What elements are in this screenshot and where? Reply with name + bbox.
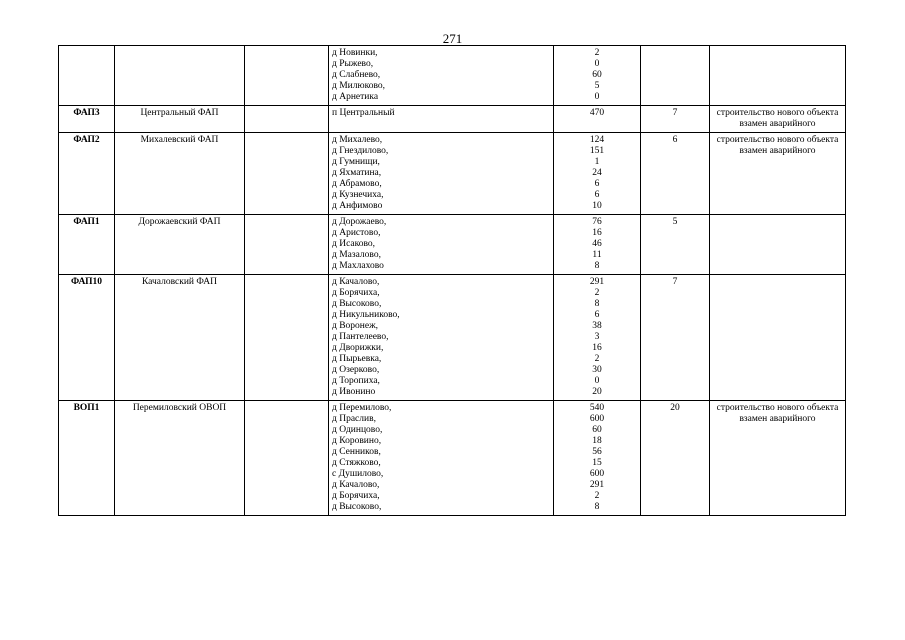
staff-count: 5 bbox=[641, 215, 710, 275]
population-cell bbox=[554, 401, 641, 516]
population-value: 600 bbox=[589, 414, 605, 424]
population-value: 600 bbox=[589, 469, 605, 479]
settlements-cell bbox=[329, 106, 554, 133]
settlement-name: д Гнездилово, bbox=[332, 146, 389, 156]
population-value: 10 bbox=[592, 201, 602, 211]
population-value: 6 bbox=[594, 179, 600, 189]
settlement-name: д Никульниково, bbox=[332, 310, 400, 320]
population-value: 291 bbox=[589, 480, 605, 490]
staff-count: 6 bbox=[641, 133, 710, 215]
table-row bbox=[59, 215, 846, 275]
staff-count: 20 bbox=[641, 401, 710, 516]
settlement-name: д Яхматина, bbox=[332, 168, 382, 178]
facility-note: строительство нового объекта взамен аварийного bbox=[710, 401, 846, 516]
facility-note bbox=[710, 275, 846, 401]
staff-count: 7 bbox=[641, 106, 710, 133]
settlements-cell bbox=[329, 215, 554, 275]
facility-extra bbox=[245, 401, 329, 516]
population-value: 11 bbox=[592, 250, 602, 260]
population-value: 3 bbox=[594, 332, 600, 342]
facility-note: строительство нового объекта взамен аварийного bbox=[710, 133, 846, 215]
settlement-name: д Гумнищи, bbox=[332, 157, 380, 167]
settlement-name: д Рыжево, bbox=[332, 59, 374, 69]
population-value: 6 bbox=[594, 190, 600, 200]
facility-extra bbox=[245, 275, 329, 401]
settlement-name: д Аристово, bbox=[332, 228, 381, 238]
settlement-name: д Мазалово, bbox=[332, 250, 381, 260]
facility-code bbox=[59, 46, 115, 106]
settlement-name: д Торопиха, bbox=[332, 376, 380, 386]
settlement-name: д Милюково, bbox=[332, 81, 386, 91]
settlement-name: д Высоково, bbox=[332, 502, 382, 512]
settlement-name: д Кузнечиха, bbox=[332, 190, 384, 200]
settlement-name: д Пырьевка, bbox=[332, 354, 382, 364]
table-row bbox=[59, 46, 846, 106]
population-value: 8 bbox=[594, 502, 600, 512]
facility-name: Михалевский ФАП bbox=[115, 133, 245, 215]
population-value: 0 bbox=[594, 376, 600, 386]
facility-note bbox=[710, 215, 846, 275]
facility-name bbox=[115, 46, 245, 106]
settlement-name: д Сенников, bbox=[332, 447, 381, 457]
population-value: 60 bbox=[592, 425, 602, 435]
population-cell bbox=[554, 275, 641, 401]
settlement-name: д Анфимово bbox=[332, 201, 383, 211]
population-cell bbox=[554, 215, 641, 275]
settlement-name: д Дорожаево, bbox=[332, 217, 387, 227]
facility-name: Качаловский ФАП bbox=[115, 275, 245, 401]
facility-extra bbox=[245, 215, 329, 275]
settlements-cell bbox=[329, 275, 554, 401]
population-value: 124 bbox=[589, 135, 605, 145]
settlement-name: д Перемилово, bbox=[332, 403, 392, 413]
settlement-name: д Воронеж, bbox=[332, 321, 379, 331]
settlement-name: д Борячиха, bbox=[332, 288, 380, 298]
population-value: 540 bbox=[589, 403, 605, 413]
settlement-name: д Дворижки, bbox=[332, 343, 384, 353]
population-value: 38 bbox=[592, 321, 602, 331]
population-value: 0 bbox=[594, 92, 600, 102]
settlements-cell bbox=[329, 133, 554, 215]
population-cell bbox=[554, 106, 641, 133]
facility-extra bbox=[245, 133, 329, 215]
facility-note bbox=[710, 46, 846, 106]
settlement-name: д Арнетика bbox=[332, 92, 379, 102]
facility-code: ФАП2 bbox=[59, 133, 115, 215]
population-value: 2 bbox=[594, 354, 600, 364]
population-value: 2 bbox=[594, 48, 600, 58]
facility-code: ФАП3 bbox=[59, 106, 115, 133]
settlement-name: с Душилово, bbox=[332, 469, 384, 479]
population-value: 1 bbox=[594, 157, 600, 167]
facility-name: Перемиловский ОВОП bbox=[115, 401, 245, 516]
population-cell bbox=[554, 46, 641, 106]
population-value: 470 bbox=[589, 108, 605, 118]
population-value: 5 bbox=[594, 81, 600, 91]
facility-code: ФАП10 bbox=[59, 275, 115, 401]
table-row bbox=[59, 401, 846, 516]
page-number: 271 bbox=[442, 31, 463, 46]
population-value: 76 bbox=[592, 217, 602, 227]
settlement-name: д Качалово, bbox=[332, 480, 380, 490]
population-value: 8 bbox=[594, 299, 600, 309]
facility-name: Дорожаевский ФАП bbox=[115, 215, 245, 275]
table-row bbox=[59, 106, 846, 133]
settlement-name: д Ивонино bbox=[332, 387, 376, 397]
population-value: 20 bbox=[592, 387, 602, 397]
facility-note: строительство нового объекта взамен аварийного bbox=[710, 106, 846, 133]
settlement-name: д Одинцово, bbox=[332, 425, 383, 435]
facility-code: ФАП1 bbox=[59, 215, 115, 275]
population-value: 6 bbox=[594, 310, 600, 320]
settlement-name: д Стяжково, bbox=[332, 458, 381, 468]
settlement-name: д Высоково, bbox=[332, 299, 382, 309]
population-value: 0 bbox=[594, 59, 600, 69]
table-row bbox=[59, 133, 846, 215]
settlements-cell bbox=[329, 401, 554, 516]
facility-code: ВОП1 bbox=[59, 401, 115, 516]
population-value: 18 bbox=[592, 436, 602, 446]
population-cell bbox=[554, 133, 641, 215]
population-value: 60 bbox=[592, 70, 602, 80]
settlement-name: д Праслив, bbox=[332, 414, 376, 424]
population-value: 24 bbox=[592, 168, 602, 178]
settlement-name: д Михалево, bbox=[332, 135, 383, 145]
settlement-name: д Слабнево, bbox=[332, 70, 381, 80]
population-value: 291 bbox=[589, 277, 605, 287]
settlement-name: д Пантелеево, bbox=[332, 332, 389, 342]
settlement-name: д Коровино, bbox=[332, 436, 382, 446]
facility-name: Центральный ФАП bbox=[115, 106, 245, 133]
population-value: 30 bbox=[592, 365, 602, 375]
staff-count: 7 bbox=[641, 275, 710, 401]
population-value: 2 bbox=[594, 288, 600, 298]
settlement-name: д Исаково, bbox=[332, 239, 376, 249]
population-value: 56 bbox=[592, 447, 602, 457]
facility-extra bbox=[245, 106, 329, 133]
settlement-name: п Центральный bbox=[332, 108, 395, 118]
settlement-name: д Борячиха, bbox=[332, 491, 380, 501]
population-value: 2 bbox=[594, 491, 600, 501]
facilities-table bbox=[58, 45, 846, 516]
settlement-name: д Абрамово, bbox=[332, 179, 382, 189]
settlement-name: д Озерково, bbox=[332, 365, 380, 375]
population-value: 8 bbox=[594, 261, 600, 271]
staff-count bbox=[641, 46, 710, 106]
population-value: 16 bbox=[592, 343, 602, 353]
facility-extra bbox=[245, 46, 329, 106]
settlement-name: д Качалово, bbox=[332, 277, 380, 287]
settlement-name: д Новинки, bbox=[332, 48, 378, 58]
population-value: 151 bbox=[589, 146, 605, 156]
table-row bbox=[59, 275, 846, 401]
settlement-name: д Махлахово bbox=[332, 261, 384, 271]
population-value: 16 bbox=[592, 228, 602, 238]
population-value: 15 bbox=[592, 458, 602, 468]
settlements-cell bbox=[329, 46, 554, 106]
population-value: 46 bbox=[592, 239, 602, 249]
